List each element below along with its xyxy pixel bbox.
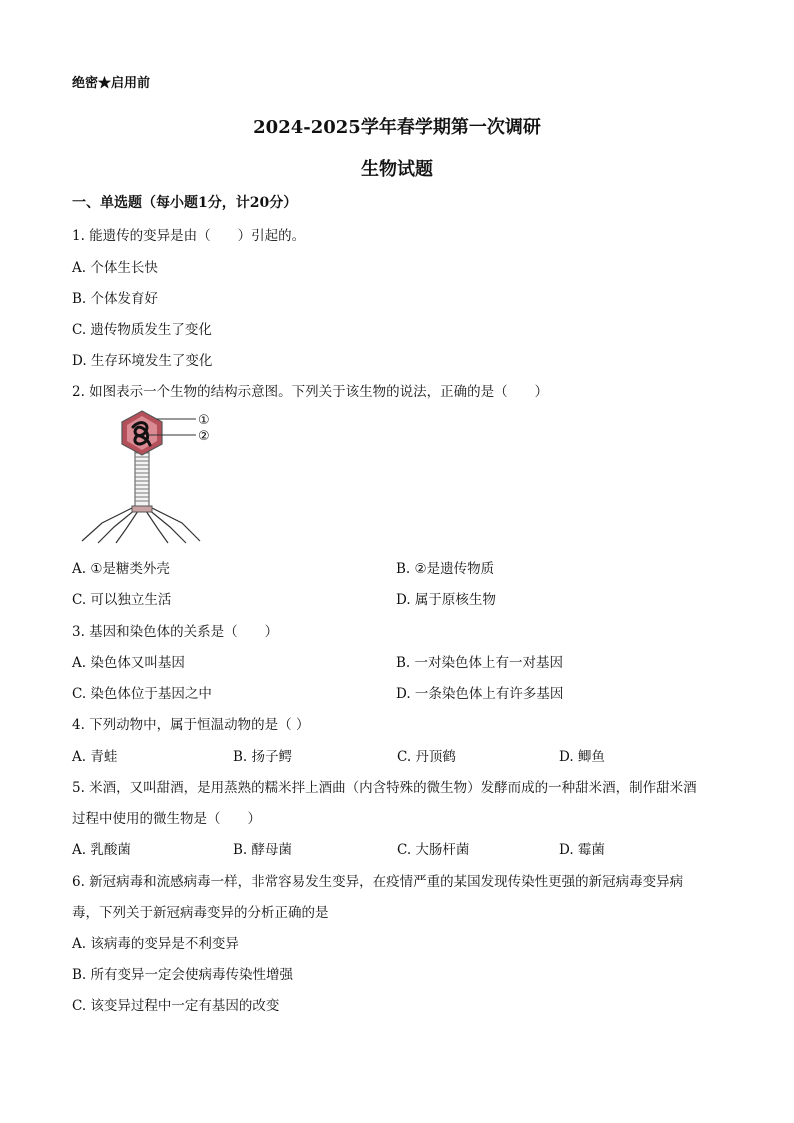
question-1-option-d: D. 生存环境发生了变化 [72,353,213,369]
question-3-option-b: B. 一对染色体上有一对基因 [396,655,564,671]
question-6-option-a: A. 该病毒的变异是不利变异 [72,936,239,952]
question-3-stem: 3. 基因和染色体的关系是（ ） [72,624,279,640]
question-2-option-b: B. ②是遗传物质 [396,561,495,577]
exam-subject: 生物试题 [361,159,433,180]
question-2-option-c: C. 可以独立生活 [72,592,172,608]
question-3-option-a: A. 染色体又叫基因 [72,655,185,671]
question-6-option-b: B. 所有变异一定会使病毒传染性增强 [72,967,294,983]
question-3-option-d: D. 一条染色体上有许多基因 [396,686,564,702]
question-2-option-d: D. 属于原核生物 [396,592,496,608]
question-4-option-d: D. 鲫鱼 [559,749,605,765]
question-1-option-b: B. 个体发育好 [72,291,159,307]
question-5-option-c: C. 大肠杆菌 [397,842,470,858]
question-4-stem: 4. 下列动物中，属于恒温动物的是（ ） [72,717,310,733]
question-3-option-c: C. 染色体位于基因之中 [72,686,212,702]
question-5-stem-line1: 5. 米酒，又叫甜酒，是用蒸熟的糯米拌上酒曲（内含特殊的微生物）发酵而成的一种甜米酒，制作甜米酒 [72,780,697,796]
confidential-label: 绝密★启用前 [72,76,151,91]
exam-title: 2024-2025学年春学期第一次调研 [253,117,541,138]
question-4-option-a: A. 青蛙 [72,749,118,765]
question-1-option-c: C. 遗传物质发生了变化 [72,322,212,338]
bacteriophage-figure [76,405,226,545]
question-5-option-a: A. 乳酸菌 [72,842,131,858]
question-6-stem-line2: 毒，下列关于新冠病毒变异的分析正确的是 [72,905,329,921]
question-5-option-d: D. 霉菌 [559,842,605,858]
section-heading: 一、单选题（每小题1分，计20分） [72,195,298,211]
question-6-stem-line1: 6. 新冠病毒和流感病毒一样，非常容易发生变异，在疫情严重的某国发现传染性更强的新冠病毒变异病 [72,874,684,890]
question-1-option-a: A. 个体生长快 [72,260,158,276]
question-6-option-c: C. 该变异过程中一定有基因的改变 [72,998,280,1014]
question-5-option-b: B. 酵母菌 [233,842,293,858]
question-4-option-b: B. 扬子鳄 [233,749,293,765]
question-2-option-a: A. ①是糖类外壳 [72,561,170,577]
question-2-stem: 2. 如图表示一个生物的结构示意图。下列关于该生物的说法，正确的是（ ） [72,384,549,400]
question-5-stem-line2: 过程中使用的微生物是（ ） [72,811,261,827]
question-1-stem: 1. 能遗传的变异是由（ ）引起的。 [72,228,306,244]
question-4-option-c: C. 丹顶鹤 [397,749,456,765]
figure-label-1: ① [198,413,210,428]
figure-label-2: ② [198,429,210,444]
